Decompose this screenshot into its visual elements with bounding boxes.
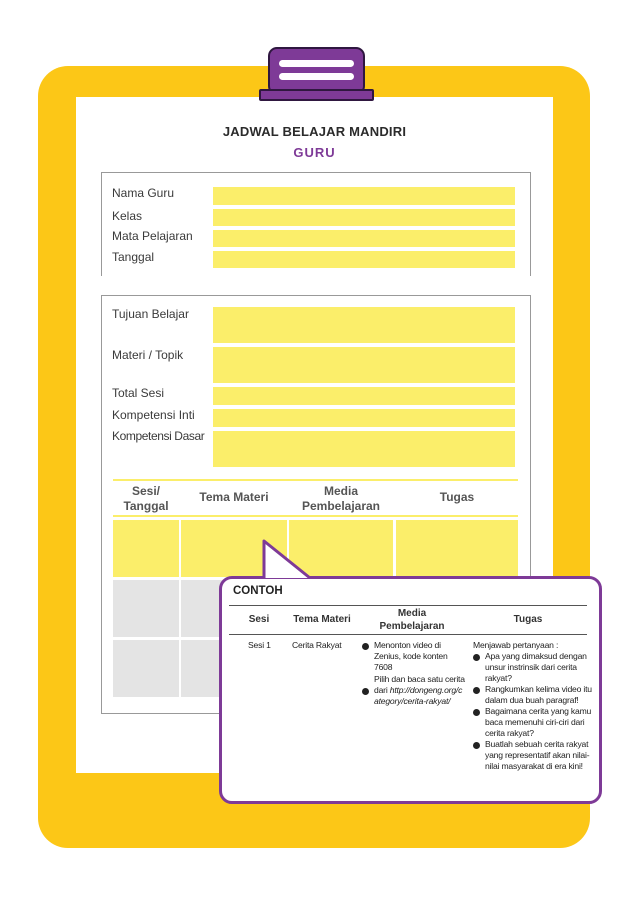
label-tujuan-belajar: Tujuan Belajar	[112, 307, 189, 321]
th-tema-materi: Tema Materi	[199, 490, 269, 504]
clip-body	[268, 47, 365, 95]
page-subtitle: GURU	[293, 145, 336, 160]
bullet-icon	[473, 654, 480, 661]
clip-base	[259, 89, 374, 101]
tujuan-belajar-field[interactable]	[213, 307, 515, 343]
table-cell[interactable]	[181, 520, 287, 577]
ex-th-sesi: Sesi	[248, 614, 270, 625]
table-cell[interactable]	[289, 520, 393, 577]
example-title: CONTOH	[233, 585, 283, 597]
kompetensi-inti-field[interactable]	[213, 409, 515, 427]
ex-tema-value: Cerita Rakyat	[292, 640, 342, 650]
ex-media-list	[362, 640, 466, 707]
table-cell[interactable]	[113, 580, 179, 637]
materi-topik-field[interactable]	[213, 347, 515, 383]
total-sesi-field[interactable]	[213, 387, 515, 405]
ex-th-media-pembelajaran: Media Pembelajaran	[379, 608, 445, 632]
page-title: JADWAL BELAJAR MANDIRI	[222, 124, 407, 139]
clip-stripe	[279, 73, 354, 80]
kelas-field[interactable]	[213, 209, 515, 226]
th-media-pembelajaran: Media Pembelajaran	[301, 484, 381, 513]
table-cell[interactable]	[113, 640, 179, 697]
table-header-rule	[113, 515, 518, 517]
th-tugas: Tugas	[439, 490, 475, 504]
table-top-rule	[113, 479, 518, 481]
bullet-icon	[362, 643, 369, 650]
bullet-icon	[473, 742, 480, 749]
th-sesi-tanggal: Sesi/ Tanggal	[123, 484, 169, 513]
clipboard-clip	[259, 47, 374, 103]
ex-th-tugas: Tugas	[513, 614, 543, 625]
label-kompetensi-dasar: Kompetensi Dasar	[112, 429, 205, 443]
ex-rule-top	[229, 605, 587, 606]
table-cell[interactable]	[396, 520, 518, 577]
label-nama-guru: Nama Guru	[112, 186, 175, 200]
bullet-icon	[473, 709, 480, 716]
clip-stripe	[279, 60, 354, 67]
list-item: Bagaimana cerita yang kamu baca memenuhi ciri-ciri dari cerita rakyat?	[473, 706, 597, 739]
label-materi-topik: Materi / Topik	[112, 348, 184, 362]
label-kelas: Kelas	[112, 209, 143, 223]
bullet-icon	[362, 688, 369, 695]
example-link[interactable]: http://dongeng.org/category/cerita-rakyat/	[374, 685, 463, 706]
tanggal-field[interactable]	[213, 251, 515, 268]
ex-sesi-value: Sesi 1	[248, 640, 271, 650]
label-kompetensi-inti: Kompetensi Inti	[112, 408, 195, 422]
label-tanggal: Tanggal	[112, 250, 155, 264]
bullet-icon	[473, 687, 480, 694]
kompetensi-dasar-field[interactable]	[213, 431, 515, 467]
list-item: Buatlah sebuah cerita rakyat yang representatif akan nilai-nilai masyarakat di era kini!	[473, 739, 597, 772]
ex-tugas-intro: Menjawab pertanyaan :	[473, 640, 559, 650]
ex-rule-header	[229, 634, 587, 635]
table-cell[interactable]	[113, 520, 179, 577]
nama-guru-field[interactable]	[213, 187, 515, 205]
list-item: Menonton video di Zenius, kode konten 7608	[362, 640, 466, 673]
ex-th-tema-materi: Tema Materi	[293, 614, 351, 625]
label-total-sesi: Total Sesi	[112, 386, 165, 400]
label-mata-pelajaran: Mata Pelajaran	[112, 229, 193, 243]
list-item: Apa yang dimaksud dengan unsur instrinsik dari cerita rakyat?	[473, 651, 597, 684]
list-item: Rangkumkan kelima video itu dalam dua buah paragraf!	[473, 684, 597, 706]
ex-tugas-list	[473, 640, 597, 772]
list-item: Pilih dan baca satu cerita dari http://dongeng.org/category/cerita-rakyat/	[362, 674, 466, 707]
mata-pelajaran-field[interactable]	[213, 230, 515, 247]
